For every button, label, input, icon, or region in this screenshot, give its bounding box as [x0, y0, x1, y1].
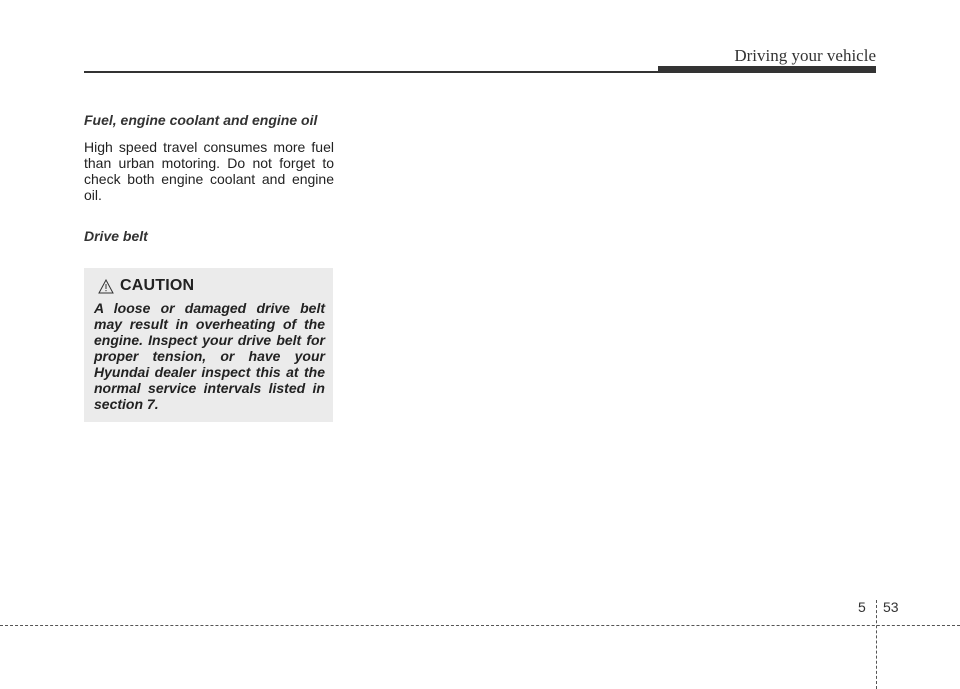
caution-header [98, 277, 325, 295]
chapter-number: 5 [858, 599, 866, 615]
warning-triangle-icon [98, 279, 114, 294]
content-column [84, 112, 334, 244]
section-heading-drive-belt: Drive belt [84, 228, 148, 244]
section-heading-fuel: Fuel, engine coolant and engine oil [84, 112, 318, 128]
footer-rule [0, 625, 960, 626]
page-number: 53 [883, 599, 899, 615]
section-body-fuel: High speed travel consumes more fuel than urban motoring. Do not forget to check both engine coolant and engine oil. [84, 139, 334, 203]
running-header-title: Driving your vehicle [734, 46, 876, 65]
caution-body: A loose or damaged drive belt may result in overheating of the engine. Inspect your drive belt for proper tension, or have your Hyundai dealer inspect this at the normal service intervals listed in section 7. [94, 300, 325, 412]
header-rule-thin [84, 71, 658, 73]
header-rule-thick [658, 66, 876, 73]
caution-title: CAUTION [120, 277, 195, 294]
caution-box [84, 268, 333, 422]
footer-divider [876, 600, 877, 689]
